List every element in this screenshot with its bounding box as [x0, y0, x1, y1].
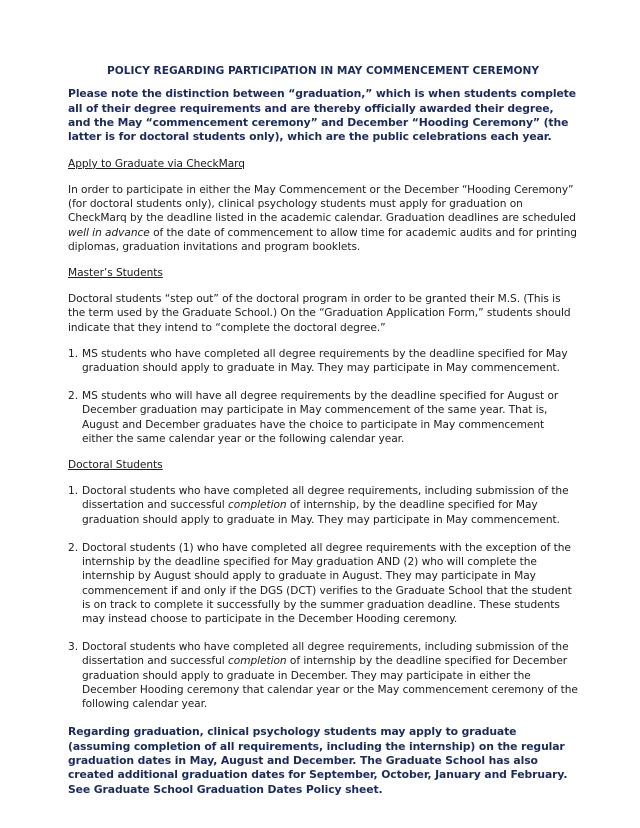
list-item-emphasis: completion — [227, 499, 287, 512]
list-number: 1. — [68, 347, 79, 360]
masters-paragraph: Doctoral students “step out” of the doctoral program in order to be granted their M.S. (This is the term used by the Graduate School.) On the “Graduation Application Form,” students should indicate that they intend to “complete the doctoral degree.” — [68, 293, 571, 334]
section-heading-masters: Master’s Students — [68, 267, 163, 280]
list-item — [68, 541, 578, 626]
masters-list — [68, 347, 578, 446]
list-number: 1. — [68, 485, 79, 498]
section-heading-doctoral: Doctoral Students — [68, 459, 163, 472]
list-number: 3. — [68, 641, 79, 654]
list-item — [68, 484, 578, 527]
list-item — [68, 640, 578, 711]
list-item-text-part2: of internship, by the deadline specified for May graduation should apply to graduate in May. They may participate in May commencement. — [82, 499, 560, 526]
doctoral-list — [68, 484, 578, 711]
list-item-text-part2: of internship by the deadline specified for December graduation should apply to graduate in December. They may participate in either the December Hooding ceremony that calendar year or the May commencement ceremony of the following calendar year. — [82, 655, 578, 710]
list-item-emphasis: completion — [227, 655, 287, 668]
list-number: 2. — [68, 390, 79, 403]
intro-note: Please note the distinction between “graduation,” which is when students complete all of their degree requirements and are thereby officially awarded their degree, and the May “commencement ceremony” and December “Hooding Ceremony” (the latter is for doctoral students only), which are the public celebrations each year. — [68, 87, 576, 144]
apply-text-part1: In order to participate in either the May Commencement or the December “Hooding Ceremony” (for doctoral students only), clinical psychology students must apply for graduation on CheckMarq by the deadline listed in the academic calendar. Graduation deadlines are scheduled — [68, 184, 576, 225]
list-item-text-part1: Doctoral students who have completed all degree requirements, including submission of the dissertation and successful — [82, 485, 569, 512]
list-item-text: MS students who have completed all degree requirements by the deadline specified for May graduation should apply to graduate in May. They may participate in May commencement. — [82, 347, 568, 375]
list-item-text: MS students who will have all degree requirements by the deadline specified for August or December graduation may participate in May commencement of the same year. That is, August and December graduates have the choice to participate in May commencement either the same calendar year or the following calendar year. — [82, 390, 559, 445]
list-item — [68, 347, 578, 375]
policy-document — [68, 64, 578, 797]
apply-paragraph — [68, 183, 578, 254]
apply-text-part2: of the date of commencement to allow time for academic audits and for printing diplomas, graduation invitations and program booklets. — [68, 226, 577, 253]
list-item-text-part1: Doctoral students who have completed all degree requirements, including submission of the dissertation and successful — [82, 641, 569, 668]
document-title: POLICY REGARDING PARTICIPATION IN MAY COMMENCEMENT CEREMONY — [106, 65, 540, 77]
list-item-text: Doctoral students (1) who have completed all degree requirements with the exception of the internship by the deadline specified for May graduation AND (2) who will complete the internship by August should apply to graduate in August. They may participate in May commencement if and only if the DGS (DCT) verifies to the Graduate School that the student is on track to complete it successfully by the summer graduation deadline. These students may instead choose to participate in the December Hooding ceremony. — [82, 541, 572, 625]
apply-emphasis: well in advance — [68, 226, 150, 239]
list-number: 2. — [68, 541, 79, 554]
closing-note: Regarding graduation, clinical psychology students may apply to graduate (assuming completion of all requirements, including the internship) on the regular graduation dates in May, August and December. The Graduate School has also created additional graduation dates for September, October, January and February. See Graduate School Graduation Dates Policy sheet. — [68, 725, 568, 796]
section-heading-apply: Apply to Graduate via CheckMarq — [68, 157, 245, 170]
list-item — [68, 389, 578, 446]
